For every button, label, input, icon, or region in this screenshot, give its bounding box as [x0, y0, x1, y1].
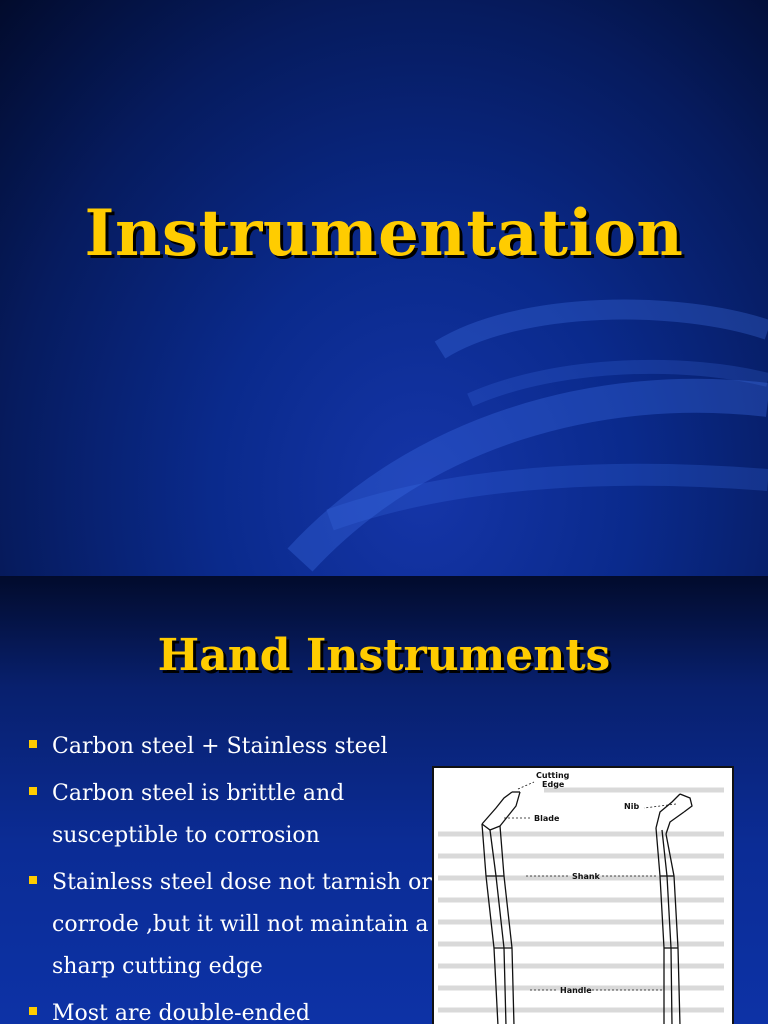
bullet-text: Carbon steel is brittle and susceptible to corrosion: [52, 781, 345, 848]
bullet-text: Stainless steel dose not tarnish or corrode ,but it will not maintain a sharp cutting edge: [52, 870, 432, 979]
list-item: [22, 726, 432, 768]
list-item: [22, 862, 432, 988]
square-bullet-icon: [29, 876, 37, 884]
slide-heading: Hand Instruments: [157, 630, 611, 681]
content-slide: [0, 576, 768, 1024]
edge-label: Edge: [542, 780, 565, 789]
nib-label: Nib: [624, 802, 640, 811]
bullet-text: Carbon steel + Stainless steel: [52, 734, 388, 759]
cutting-label: Cutting: [536, 771, 570, 780]
bullet-list: [22, 726, 432, 1024]
slide-title: Instrumentation: [84, 196, 684, 271]
square-bullet-icon: [29, 740, 37, 748]
list-item: [22, 993, 432, 1024]
square-bullet-icon: [29, 787, 37, 795]
bullet-text: Most are double-ended: [52, 1001, 310, 1024]
blade-label: Blade: [534, 814, 560, 823]
square-bullet-icon: [29, 1007, 37, 1015]
shank-label: Shank: [572, 872, 600, 881]
instrument-diagram: [432, 766, 734, 1024]
handle-label: Handle: [560, 986, 592, 995]
list-item: [22, 773, 432, 857]
